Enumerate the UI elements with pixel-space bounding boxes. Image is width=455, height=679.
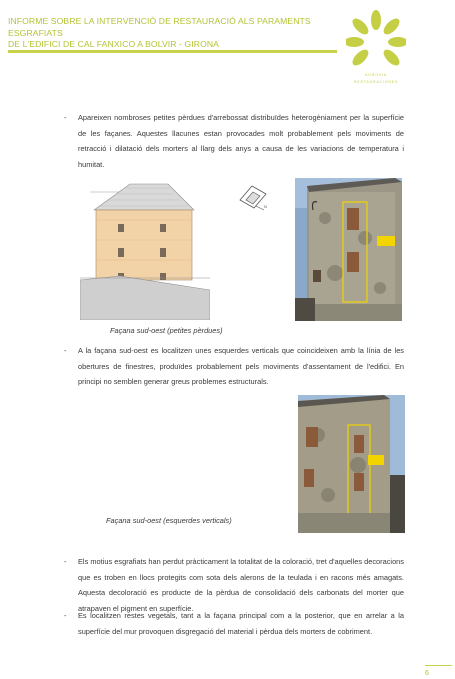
site-plan-sketch: [236, 182, 270, 212]
bullet-text: Els motius esgrafiats han perdut pràcticament la totalitat de la coloració, tret d'aquelles decoracions que es troben en llocs protegits com sota dels alerons de la teulada i en racons més amagats. Aquesta decoloració es producte de la pèrdua de consolidació dels carbonats del morter que atrapaven el pigment en superfície.: [78, 557, 404, 613]
logo-text-line-1: AUROVIA: [365, 73, 387, 77]
logo-text-line-2: RESTAURACIONES: [353, 80, 399, 84]
footer-divider: [425, 665, 452, 666]
svg-text:N: N: [264, 204, 267, 209]
bullet-dash: -: [64, 611, 67, 620]
bullet-text: A la façana sud-oest es localitzen unes esquerdes verticals que coincideixen amb la línia de les obertures de finestres, produïdes probablement pels moviments d'assentament de l'edifici. En principi no semblen generar greus problemes estructurals.: [78, 346, 404, 386]
page-number: 6: [425, 670, 429, 677]
bullet-dash: -: [64, 557, 67, 566]
company-logo: [346, 10, 406, 82]
figure-caption: Façana sud-oest (esquerdes verticals): [106, 516, 232, 525]
figure-caption: Façana sud-oest (petites pèrdues): [110, 326, 223, 335]
bullet-text: Apareixen nombroses petites pèrdues d'arrebossat distribuïdes heterogèniament per la superfície de les façanes. Aquestes llacunes estan provocades molt probablement pels moviments de retracció i dilatació dels morters al llarg dels anys a causa de les variacions de temperatura i humitat.: [78, 113, 404, 169]
facade-elevation-drawing: [80, 180, 210, 320]
report-title: [8, 16, 348, 51]
header-divider: [8, 50, 337, 53]
sun-flower-logo-icon: [346, 10, 406, 70]
bullet-text: Es localitzen restes vegetals, tant a la façana principal com a la posterior, que en arrelar a la superfície del mur provoquen disgregació del material i pèrdua dels morters de cobriment.: [78, 611, 404, 636]
bullet-dash: -: [64, 113, 67, 122]
report-title-line-2: DE L'EDIFICI DE CAL FANXICO A BOLVIR - GIRONA: [8, 39, 220, 49]
facade-photo-small-losses: [295, 178, 402, 321]
bullet-dash: -: [64, 346, 67, 355]
facade-photo-vertical-cracks: [298, 395, 405, 533]
report-title-line-1: INFORME SOBRE LA INTERVENCIÓ DE RESTAURACIÓ ALS PARAMENTS ESGRAFIATS: [8, 16, 311, 38]
